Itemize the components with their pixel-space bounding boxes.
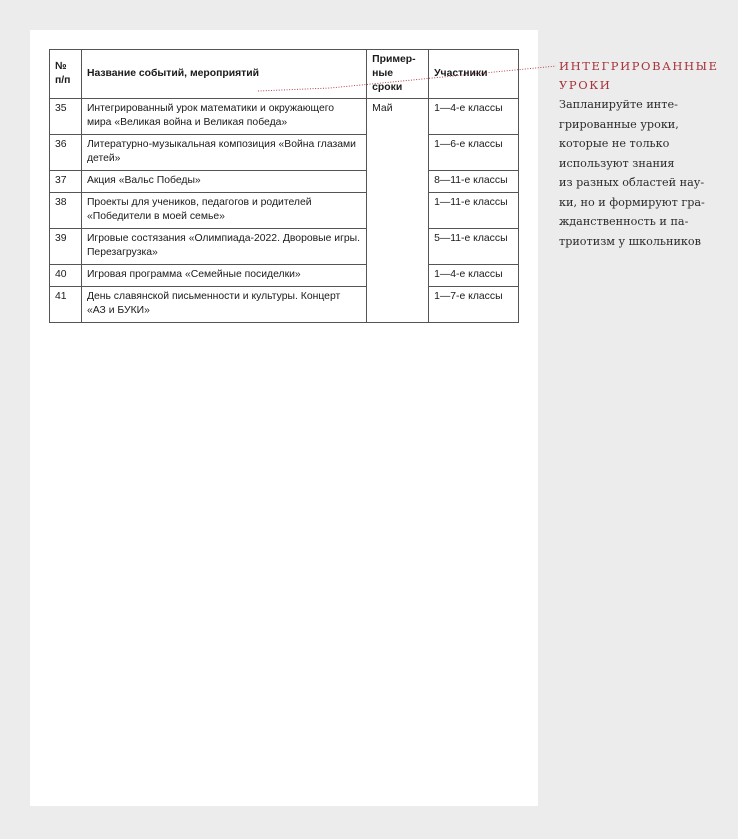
row-participants: 1—4-е классы <box>429 265 519 287</box>
table-row <box>50 265 519 287</box>
row-participants: 8—11-е классы <box>429 171 519 193</box>
row-date: Май <box>367 99 429 323</box>
table-row <box>50 229 519 265</box>
row-event-name-text: Интегрированный урок математики и окружающего мира «Великая война и Великая победа» <box>86 103 335 128</box>
row-event-name: Акция «Вальс Победы» <box>81 171 366 193</box>
row-event-name: Проекты для учеников, педагогов и родителей «Победители в моей семье» <box>81 193 366 229</box>
margin-note-line: используют знания <box>559 156 675 170</box>
table-row <box>50 171 519 193</box>
margin-note <box>559 57 719 251</box>
row-participants: 1—11-е классы <box>429 193 519 229</box>
row-number: 35 <box>50 99 82 135</box>
table-row <box>50 99 519 135</box>
row-number: 36 <box>50 135 82 171</box>
row-number: 41 <box>50 287 82 323</box>
events-table <box>49 49 519 323</box>
row-participants: 1—6-е классы <box>429 135 519 171</box>
header-event-name: Название событий, мероприятий <box>81 50 366 99</box>
row-event-name: Литературно-музыкальная композиция «Война глазами детей» <box>81 135 366 171</box>
table-header-row <box>50 50 519 99</box>
header-number: № п/п <box>50 50 82 99</box>
table-row <box>50 193 519 229</box>
row-event-name: День славянской письменности и культуры. Концерт «АЗ и БУКИ» <box>81 287 366 323</box>
row-number: 38 <box>50 193 82 229</box>
row-number: 39 <box>50 229 82 265</box>
margin-note-line: триотизм у школьников <box>559 234 701 248</box>
margin-note-line: грированные уроки, <box>559 117 679 131</box>
margin-note-body <box>559 95 719 251</box>
row-event-name: Игровая программа «Семейные посиделки» <box>81 265 366 287</box>
row-participants: 5—11-е классы <box>429 229 519 265</box>
margin-note-line: Запланируйте инте- <box>559 98 678 111</box>
margin-note-title: ИНТЕГРИРОВАННЫЕ <box>559 59 719 73</box>
table-row <box>50 287 519 323</box>
table-row <box>50 135 519 171</box>
row-event-name <box>81 99 366 135</box>
row-participants: 1—7-е классы <box>429 287 519 323</box>
row-event-name: Игровые состязания «Олимпиада-2022. Дворовые игры. Перезагрузка» <box>81 229 366 265</box>
margin-note-title-continued: УРОКИ <box>559 78 612 92</box>
margin-note-line: ки, но и формируют гра- <box>559 195 705 209</box>
row-number: 37 <box>50 171 82 193</box>
header-participants: Участники <box>429 50 519 99</box>
margin-note-line: жданственность и па- <box>559 215 689 228</box>
margin-note-line: из разных областей нау- <box>559 176 705 189</box>
document-page <box>30 30 538 806</box>
row-participants: 1—4-е классы <box>429 99 519 135</box>
header-dates: Пример- ные сроки <box>367 50 429 99</box>
row-number: 40 <box>50 265 82 287</box>
margin-note-line: которые не только <box>559 137 670 150</box>
